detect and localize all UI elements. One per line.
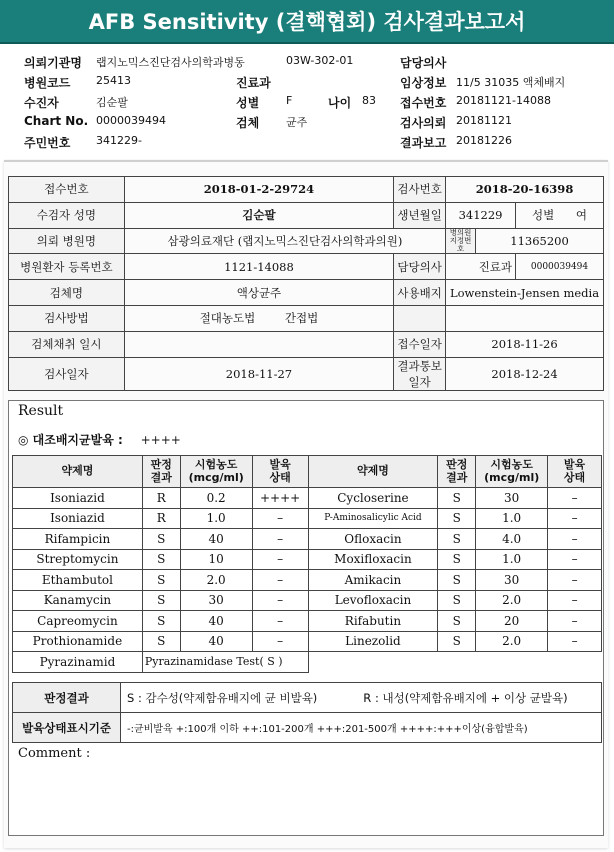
drug-growth: – [548,508,602,529]
drug-growth: – [548,549,602,570]
info-label: 검사방법 [9,305,125,331]
drug-growth: – [252,508,308,529]
drug-name: Isoniazid [13,508,143,529]
drug-growth: – [548,611,602,632]
info-value: 11365200 [476,228,604,254]
info-value [124,305,393,331]
drug-name: Prothionamide [13,631,143,652]
drug-concentration: 30 [180,590,252,611]
growth-header: 발육 상태 [252,456,308,488]
drug-result: R [142,508,180,529]
doctor-label: 담당의사 [400,56,447,70]
drug-name: Capreomycin [13,611,143,632]
chart-label: Chart No. [24,114,89,128]
receipt-value: 20181121-14088 [456,94,551,107]
drug-name-header: 약제명 [13,456,143,488]
dept-label: 진료과 [236,76,271,90]
judge-legend-r: R : 내성(약제함유배지에 + 이상 균발육) [363,690,568,705]
growth-header: 발육 상태 [548,456,602,488]
drug-growth: – [548,590,602,611]
drug-growth: – [548,529,602,550]
drug-result: S [142,529,180,550]
info-value: Lowenstein-Jensen media [446,280,604,306]
concentration-header: 시험농도 (mcg/ml) [476,456,548,488]
drug-concentration: 30 [476,488,548,509]
comment-label: Comment : [18,746,91,761]
info-value: 341229 [446,202,516,228]
drug-concentration: 1.0 [476,549,548,570]
legend-row [13,713,602,743]
drug-name: Kanamycin [13,590,143,611]
drug-row [13,508,602,529]
institution-label: 의뢰기관명 [24,56,82,70]
drug-row [13,570,602,591]
hospital-code-value: 25413 [96,74,131,87]
info-row [9,331,604,357]
drug-name: Ethambutol [13,570,143,591]
receipt-label: 접수번호 [400,96,447,110]
report-date-value: 20181226 [456,134,512,147]
request-label: 검사의뢰 [400,116,447,130]
info-value: 김순팔 [124,202,393,228]
judge-header: 판정 결과 [142,456,180,488]
drug-concentration: 1.0 [476,508,548,529]
drug-row [13,488,602,509]
info-value: 0000039494 [516,254,604,280]
drug-result: S [438,508,476,529]
info-label: 성별 [532,208,555,223]
legend-table [12,682,602,743]
drug-name: Rifampicin [13,529,143,550]
chart-value: 0000039494 [96,114,166,127]
info-label: 생년월일 [394,202,446,228]
drug-growth: – [252,631,308,652]
info-label: 의뢰 병원명 [9,228,125,254]
drug-growth: – [252,570,308,591]
ssn-value: 341229- [96,134,142,147]
drug-result: S [142,570,180,591]
report-title: AFB Sensitivity (결핵협회) 검사결과보고서 [0,0,614,44]
drug-growth: – [252,549,308,570]
info-value: 삼광의료재단 (랩지노믹스진단검사의학과의원) [124,228,445,254]
drug-growth: – [548,631,602,652]
drug-row [13,611,602,632]
drug-concentration: 30 [476,570,548,591]
drug-row [13,590,602,611]
drug-concentration: 4.0 [476,529,548,550]
info-value: 2018-01-2-29724 [124,177,393,203]
drug-growth: – [252,590,308,611]
info-row [9,228,604,254]
drug-result: S [142,631,180,652]
drug-concentration: 40 [180,631,252,652]
drug-concentration: 0.2 [180,488,252,509]
drug-name: Linezolid [308,631,438,652]
age-value: 83 [362,94,376,107]
drug-name: Pyrazinamid [13,652,143,673]
growth-legend-label: 발육상태표시기준 [13,713,121,743]
drug-name: Levofloxacin [308,590,438,611]
drug-name: P-Aminosalicylic Acid [308,508,438,529]
info-row [9,202,604,228]
drug-header-row [13,456,602,488]
info-label: 접수일자 [394,331,446,357]
info-label [394,305,446,331]
drug-growth: – [252,529,308,550]
drug-row [13,631,602,652]
drug-concentration: 1.0 [180,508,252,529]
info-label: 검사일자 [9,357,125,390]
info-value [124,331,393,357]
info-label: 병원환자 등록번호 [9,254,125,280]
control-growth-label: ◎ 대조배지균발육 : [18,433,123,447]
growth-legend-value: -:균비발육 +:100개 이하 ++:101-200개 +++:201-500개 ++++:+++이상(융합발육) [121,713,602,743]
drug-concentration: 2.0 [476,631,548,652]
patient-label: 수진자 [24,96,59,110]
institution-value: 랩지노믹스진단검사의학과병동 [96,56,245,69]
sex-label: 성별 [236,96,260,110]
clinical-label: 임상정보 [400,76,447,90]
drug-result: S [142,590,180,611]
method-indirect: 간접법 [284,311,319,326]
ward-value: 03W-302-01 [286,54,354,67]
drug-growth: – [548,488,602,509]
result-title: Result [18,403,64,419]
judge-legend-s: S : 감수성(약제함유배지에 균 비발육) [127,690,318,705]
drug-name-header: 약제명 [308,456,438,488]
info-value: 여 [575,208,587,223]
pyrazinamid-row [13,652,602,673]
pyrazinamidase-test: Pyrazinamidase Test( S ) [142,652,308,673]
info-label: 담당의사 [394,254,446,280]
info-value: 2018-11-26 [446,331,604,357]
drug-growth: – [252,611,308,632]
info-label: 수검자 성명 [9,202,125,228]
info-value [446,305,604,331]
specimen-info-table [8,176,604,391]
empty-cell [308,652,601,673]
info-value [516,202,604,228]
drug-susceptibility-table [12,455,602,673]
method-absolute: 절대농도법 [199,311,256,326]
info-label: 접수번호 [9,177,125,203]
specimen-value: 균주 [286,116,308,129]
drug-growth: ++++ [252,488,308,509]
drug-name: Amikacin [308,570,438,591]
drug-concentration: 2.0 [180,570,252,591]
patient-value: 김순팔 [96,96,128,109]
drug-result: S [438,611,476,632]
patient-header [24,52,604,152]
drug-row [13,529,602,550]
drug-name: Ofloxacin [308,529,438,550]
report-date-label: 결과보고 [400,136,447,150]
drug-name: Rifabutin [308,611,438,632]
drug-growth: – [548,570,602,591]
drug-result: R [142,488,180,509]
info-row [9,177,604,203]
hospital-code-label: 병원코드 [24,76,71,90]
ssn-label: 주민번호 [24,136,71,150]
info-label: 결과통보일자 [394,357,446,390]
drug-result: S [438,570,476,591]
drug-result: S [142,611,180,632]
drug-concentration: 20 [476,611,548,632]
control-growth-value: ++++ [140,433,181,447]
drug-concentration: 40 [180,529,252,550]
request-value: 20181121 [456,114,512,127]
drug-concentration: 2.0 [476,590,548,611]
info-value: 액상균주 [124,280,393,306]
control-growth [18,431,181,448]
info-row [9,254,604,280]
drug-concentration: 10 [180,549,252,570]
info-label: 검체채취 일시 [9,331,125,357]
judge-legend-label: 판정결과 [13,683,121,713]
info-row [9,280,604,306]
drug-result: S [438,590,476,611]
drug-result: S [438,529,476,550]
specimen-label: 검체 [236,116,260,130]
concentration-header: 시험농도 (mcg/ml) [180,456,252,488]
drug-result: S [438,549,476,570]
drug-result: S [438,631,476,652]
info-value: 1121-14088 [124,254,393,280]
legend-row [13,683,602,713]
judge-legend-value [121,683,602,713]
info-value: 2018-12-24 [446,357,604,390]
sex-value: F [286,94,293,107]
age-label: 나이 [328,96,352,110]
info-value: 2018-20-16398 [446,177,604,203]
info-label: 검체명 [9,280,125,306]
info-label: 검사번호 [394,177,446,203]
drug-result: S [142,549,180,570]
info-label: 병의원 지정번호 [446,228,476,254]
info-value: 2018-11-27 [124,357,393,390]
drug-name: Streptomycin [13,549,143,570]
drug-name: Cycloserine [308,488,438,509]
drug-name: Isoniazid [13,488,143,509]
info-row [9,357,604,390]
drug-row [13,549,602,570]
clinical-value: 11/5 31035 액체배지 [456,76,566,89]
info-row [9,305,604,331]
info-label: 사용배지 [394,280,446,306]
drug-result: S [438,488,476,509]
judge-header: 판정 결과 [438,456,476,488]
drug-name: Moxifloxacin [308,549,438,570]
info-label: 진료과 [446,254,516,280]
drug-concentration: 40 [180,611,252,632]
